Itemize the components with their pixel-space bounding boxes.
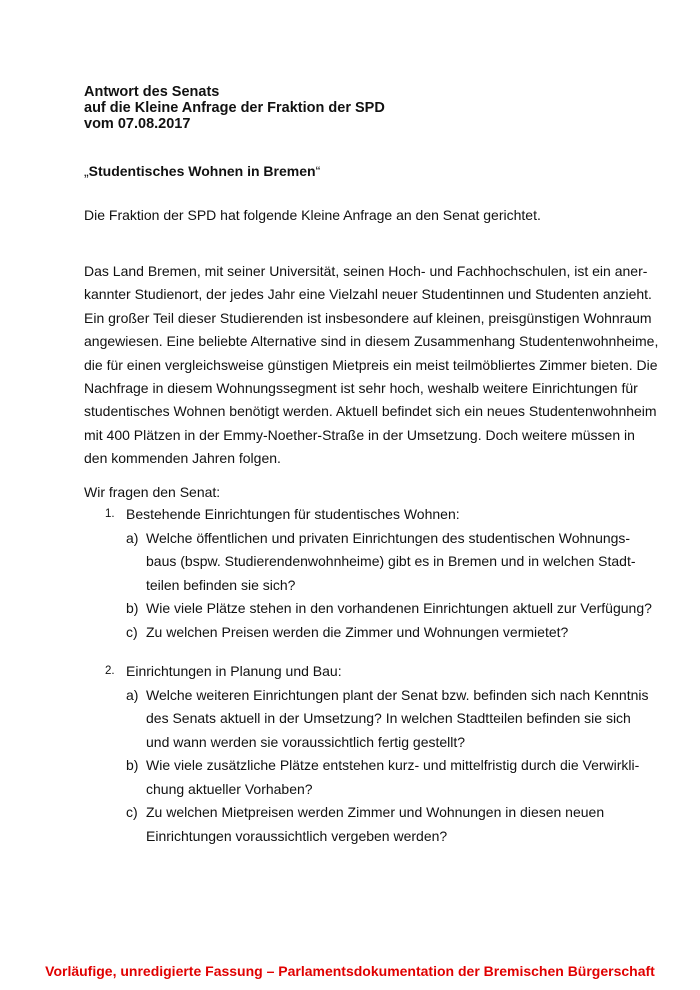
title-open-quote: „ [84, 163, 89, 179]
item-label: a) [126, 686, 139, 703]
title-text: Studentisches Wohnen in Bremen [88, 163, 316, 179]
paragraph-line: Ein großer Teil dieser Studierenden ist insbesondere auf kleinen, preisgünstigen Wohnraum [84, 309, 652, 326]
item-label: a) [126, 529, 139, 546]
questions-intro: Wir fragen den Senat: [84, 484, 221, 500]
header-line-3: vom 07.08.2017 [84, 116, 191, 132]
item-line: und wann werden sie voraussichtlich fertig gestellt? [146, 733, 466, 750]
item-label: b) [126, 757, 139, 773]
item-line: Einrichtungen voraussichtlich vergeben werden? [146, 827, 448, 844]
header-line-2: auf die Kleine Anfrage der Fraktion der SPD [84, 100, 385, 116]
paragraph-line: die für einen vergleichsweise günstigen Mietpreis ein meist teilmöbliertes Zimmer bieten. Die [84, 356, 658, 373]
section-title: Einrichtungen in Planung und Bau: [126, 663, 342, 679]
paragraph-line: kannter Studienort, der jedes Jahr eine Vielzahl neuer Studentinnen und Studenten anzieht. [84, 286, 652, 303]
section-number: 1. [105, 508, 115, 520]
paragraph-line: studentisches Wohnen benötigt werden. Aktuell befindet sich ein neues Studentenwohnheim [84, 403, 657, 420]
item-line: Wie viele Plätze stehen in den vorhandenen Einrichtungen aktuell zur Verfügung? [146, 600, 652, 616]
header-line-1: Antwort des Senats [84, 84, 220, 100]
item-line: Zu welchen Preisen werden die Zimmer und Wohnungen vermietet? [146, 623, 569, 640]
intro-sentence: Die Fraktion der SPD hat folgende Kleine Anfrage an den Senat gerichtet. [84, 207, 541, 223]
item-label: b) [126, 600, 139, 616]
paragraph-line: angewiesen. Eine beliebte Alternative sind in diesem Zusammenhang Studentenwohnheime, [84, 333, 659, 350]
item-label: c) [126, 623, 138, 640]
item-line: chung aktueller Vorhaben? [146, 780, 313, 797]
section-number: 2. [105, 665, 115, 677]
item-line: Wie viele zusätzliche Plätze entstehen kurz- und mittelfristig durch die Verwirkli- [146, 757, 640, 773]
item-line: des Senats aktuell in der Umsetzung? In welchen Stadtteilen befinden sie sich [146, 710, 631, 726]
item-line: Zu welchen Mietpreisen werden Zimmer und Wohnungen in diesen neuen [146, 804, 605, 820]
paragraph-line: den kommenden Jahren folgen. [84, 450, 281, 467]
paragraph-line: mit 400 Plätzen in der Emmy-Noether-Straße in der Umsetzung. Doch weitere müssen in [84, 426, 635, 443]
document-title [84, 162, 320, 180]
item-label: c) [126, 804, 138, 820]
document-header [84, 84, 644, 132]
item-line: Welche öffentlichen und privaten Einrichtungen des studentischen Wohnungs- [146, 529, 631, 546]
body-paragraph [84, 260, 659, 471]
item-line: baus (bspw. Studierendenwohnheime) gibt es in Bremen und in welchen Stadt- [146, 553, 636, 569]
title-close-quote: “ [315, 163, 321, 179]
section-title: Bestehende Einrichtungen für studentisches Wohnen: [126, 506, 460, 522]
item-line: teilen befinden sie sich? [146, 576, 296, 593]
item-line: Welche weiteren Einrichtungen plant der Senat bzw. befinden sich nach Kenntnis [146, 686, 649, 703]
paragraph-line: Nachfrage in diesem Wohnungssegment ist sehr hoch, weshalb weitere Einrichtungen für [84, 379, 638, 396]
paragraph-line: Das Land Bremen, mit seiner Universität, seinen Hoch- und Fachhochschulen, ist ein aner- [84, 263, 648, 279]
footer-disclaimer: Vorläufige, unredigierte Fassung – Parlamentsdokumentation der Bremischen Bürgerschaft [45, 963, 655, 979]
